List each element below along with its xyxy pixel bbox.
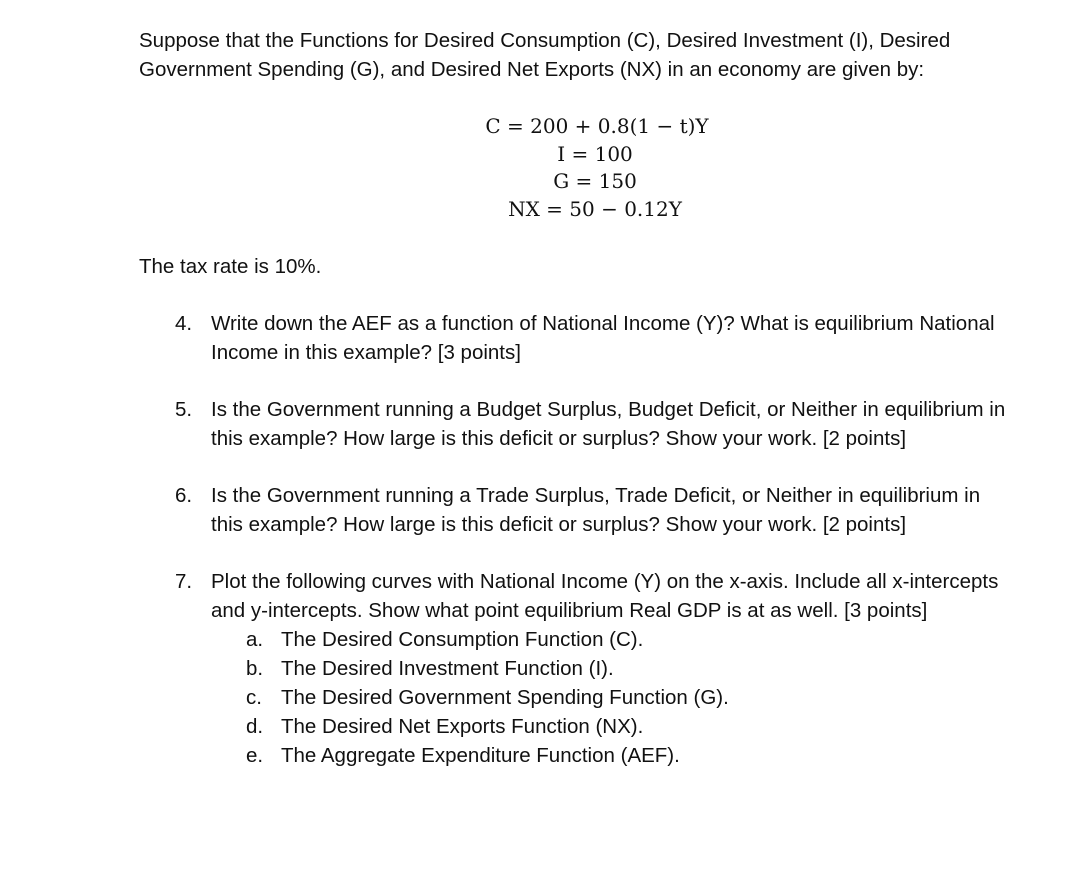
question-5 bbox=[175, 396, 1055, 453]
equation-net-exports: NX = 50 − 0.12Y bbox=[508, 196, 682, 221]
list-item-text: The Desired Consumption Function (C). bbox=[281, 628, 644, 651]
equation-investment: I = 100 bbox=[557, 141, 633, 166]
list-item-letter: b. bbox=[246, 657, 264, 680]
question-line: Write down the AEF as a function of National Income (Y)? What is equilibrium National bbox=[211, 312, 995, 335]
question-number: 5. bbox=[175, 398, 193, 421]
tax-rate-text: The tax rate is 10%. bbox=[139, 255, 322, 278]
list-item-text: The Desired Net Exports Function (NX). bbox=[281, 715, 644, 738]
list-item bbox=[246, 712, 1055, 741]
list-item-text: The Desired Government Spending Function (G). bbox=[281, 686, 729, 709]
list-item-letter: a. bbox=[246, 628, 264, 651]
question-line: Is the Government running a Budget Surplus, Budget Deficit, or Neither in equilibrium in bbox=[211, 398, 1006, 421]
list-item-letter: d. bbox=[246, 715, 264, 738]
equation-government: G = 150 bbox=[553, 169, 637, 193]
list-item-letter: e. bbox=[246, 744, 264, 767]
question-7 bbox=[175, 568, 1055, 770]
equation-consumption: C = 200 + 0.8(1 − t)Y bbox=[485, 114, 709, 138]
intro-line-1: Suppose that the Functions for Desired Consumption (C), Desired Investment (I), Desired bbox=[139, 29, 951, 52]
list-item-text: The Aggregate Expenditure Function (AEF). bbox=[281, 744, 680, 767]
plot-curve-list bbox=[246, 625, 1055, 770]
intro-paragraph bbox=[139, 27, 1039, 84]
list-item-text: The Desired Investment Function (I). bbox=[281, 657, 614, 680]
list-item bbox=[246, 654, 1055, 683]
list-item bbox=[246, 741, 1055, 770]
question-6 bbox=[175, 482, 1055, 539]
question-4 bbox=[175, 310, 1055, 367]
question-number: 6. bbox=[175, 484, 193, 507]
question-line: Plot the following curves with National Income (Y) on the x-axis. Include all x-intercepts bbox=[211, 570, 999, 593]
list-item bbox=[246, 625, 1055, 654]
question-line: Income in this example? [3 points] bbox=[211, 340, 521, 364]
question-line: this example? How large is this deficit or surplus? Show your work. [2 points] bbox=[211, 512, 907, 536]
intro-line-2: Government Spending (G), and Desired Net Exports (NX) in an economy are given by: bbox=[139, 57, 925, 81]
question-number: 7. bbox=[175, 570, 193, 593]
equation-block bbox=[440, 113, 750, 223]
list-item bbox=[246, 683, 1055, 712]
question-line: and y-intercepts. Show what point equilibrium Real GDP is at as well. [3 points] bbox=[211, 598, 928, 622]
question-line: Is the Government running a Trade Surplus, Trade Deficit, or Neither in equilibrium in bbox=[211, 484, 981, 507]
list-item-letter: c. bbox=[246, 686, 262, 709]
question-line: this example? How large is this deficit or surplus? Show your work. [2 points] bbox=[211, 426, 907, 450]
question-number: 4. bbox=[175, 312, 193, 335]
